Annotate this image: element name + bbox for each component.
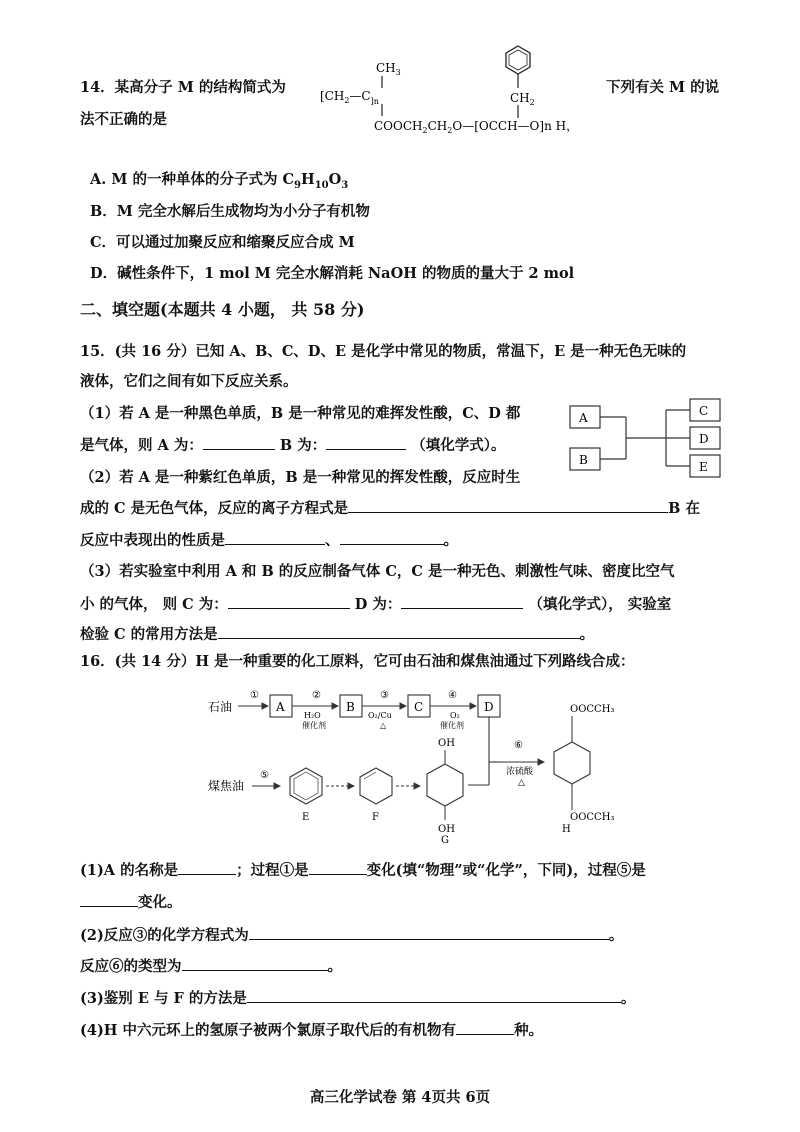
reaction-diagram [566,392,734,484]
answer-blank-c[interactable] [228,594,350,609]
q14-option-a: A. M 的一种单体的分子式为 $C_9H_{10}O_3$ [90,171,349,191]
cond-heat-6: △ [518,778,525,788]
box-A-label: A [276,700,285,714]
q16-line-3: (2)反应③的化学方程式为 。 [80,927,624,944]
step-4: ④ [448,690,457,701]
box-d-label: D [699,432,709,446]
q15-part3-c: 检验 C 的常用方法是 。 [80,626,595,643]
answer-blank-process-1[interactable] [309,860,367,875]
step-5: ⑤ [260,770,269,781]
box-B-label: B [346,700,355,714]
label-shiyou: 石油 [208,700,233,714]
q16-intro: 16．(共 14 分）H 是一种重要的化工原料，它可由石油和煤焦油通过下列路线合成： [80,653,635,670]
q15-intro-1: 15．(共 16 分）已知 A、B、C、D、E 是化学中常见的物质，常温下，E 是一种无色无味的 [80,343,687,360]
q14-stem-c: 法不正确的是 [80,111,167,128]
box-D-label: D [484,700,494,714]
step-6: ⑥ [514,740,523,751]
box-e-label: E [699,460,708,474]
q16-line-6: (4)H 中六元环上的氢原子被两个氯原子取代后的有机物有 种。 [80,1022,544,1039]
q15-part2-c: 反应中表现出的性质是 、 。 [80,532,458,549]
box-b-label: B [579,453,588,467]
label-E: E [302,812,310,823]
cond-heat-3: △ [380,721,387,730]
q16-line-2: 变化。 [80,892,182,913]
q15-part2-a: （2）若 A 是一种紫红色单质，B 是一种常见的挥发性酸，反应时生 [80,469,521,486]
cond-h2so4: 浓硫酸 [506,767,534,777]
q16-line-5: (3)鉴别 E 与 F 的方法是 。 [80,990,636,1007]
page-footer: 高三化学试卷 第 4页共 6页 [309,1089,491,1106]
benzyl-ch2: $CH_2$ [510,91,535,107]
ring-g-icon [427,750,463,820]
answer-blank-a[interactable] [203,435,275,450]
benzene-e-icon [290,768,322,804]
answer-blank-ionic-equation[interactable] [348,498,668,513]
q16-line-4: 反应⑥的类型为 。 [80,958,342,975]
q15-part1-a: （1）若 A 是一种黑色单质，B 是一种常见的难挥发性酸，C、D 都 [80,405,521,422]
synthesis-route-diagram [200,686,660,846]
q15-part2-b: 成的 C 是无色气体，反应的离子方程式是 B 在 [80,500,700,517]
answer-blank-property-1[interactable] [225,530,325,545]
answer-blank-process-5[interactable] [80,892,138,907]
step-1: ① [250,690,259,701]
answer-blank-property-2[interactable] [340,530,444,545]
label-G: G [441,835,449,846]
answer-blank-d[interactable] [401,594,523,609]
answer-blank-a-name[interactable] [178,860,236,875]
label-meijiaoyou: 煤焦油 [208,779,245,793]
label-F: F [372,812,379,823]
q14-option-c: C．可以通过加聚反应和缩聚反应合成 M [90,234,355,251]
step-2: ② [312,690,321,701]
cond-o2: O₂ [450,711,460,720]
box-C-label: C [414,700,424,714]
benzene-ring-icon [506,46,530,74]
h-ester-bottom: OOCCH₃ [570,812,615,823]
answer-blank-equation-3[interactable] [249,925,609,940]
section-title: 二、填空题(本题共 4 小题， 共 58 分) [80,300,365,319]
q15-part1-b: 是气体，则 A 为： B 为： （填化学式）。 [80,437,506,454]
answer-blank-identify-method[interactable] [247,988,621,1003]
q14-option-b: B．M 完全水解后生成物均为小分子有机物 [90,203,370,220]
main-chain: [$CH_2—C_{]n}$ [320,89,379,106]
answer-blank-b[interactable] [326,435,406,450]
box-c-label: C [699,404,709,418]
methyl-group: $CH_3$ [376,61,401,77]
polymer-structure-formula [318,40,608,140]
g-oh-top: OH [438,738,455,749]
ring-f-icon [360,768,392,804]
q15-intro-2: 液体，它们之间有如下反应关系。 [80,373,298,390]
g-oh-bottom: OH [438,824,455,835]
q14-stem-a: 14．某高分子 M 的结构简式为 [80,79,286,96]
box-a-label: A [579,411,588,425]
label-H: H [562,824,571,835]
step-3: ③ [380,690,389,701]
q14-stem-b: 下列有关 M 的说 [606,79,720,96]
cond-o2cu: O₂/Cu [368,711,392,720]
answer-blank-isomer-count[interactable] [456,1020,514,1035]
h-ester-top: OOCCH₃ [570,704,615,715]
q16-line-1: (1)A 的名称是 ；过程①是 变化(填“物理”或“化学”，下同)，过程⑤是 [80,862,646,879]
q15-part3-b: 小 的气体， 则 C 为： D 为： （填化学式）， 实验室 [80,596,672,613]
answer-blank-test-method[interactable] [218,624,580,639]
ring-h-icon [554,716,590,810]
q15-part3-a: （3）若实验室中利用 A 和 B 的反应制备气体 C，C 是一种无色、刺激性气味、密度比空气 [80,563,675,580]
cond-catalyst-4: 催化剂 [440,721,464,730]
cond-h2o: H₂O [304,711,321,720]
q14-option-d: D．碱性条件下，1 mol M 完全水解消耗 NaOH 的物质的量大于 2 mol [90,265,575,282]
cond-catalyst-2: 催化剂 [302,721,326,730]
ester-side-chain: $COOCH_2CH_2O—[OCCH—O]n$ H， [374,119,579,135]
answer-blank-reaction-type[interactable] [182,956,328,971]
